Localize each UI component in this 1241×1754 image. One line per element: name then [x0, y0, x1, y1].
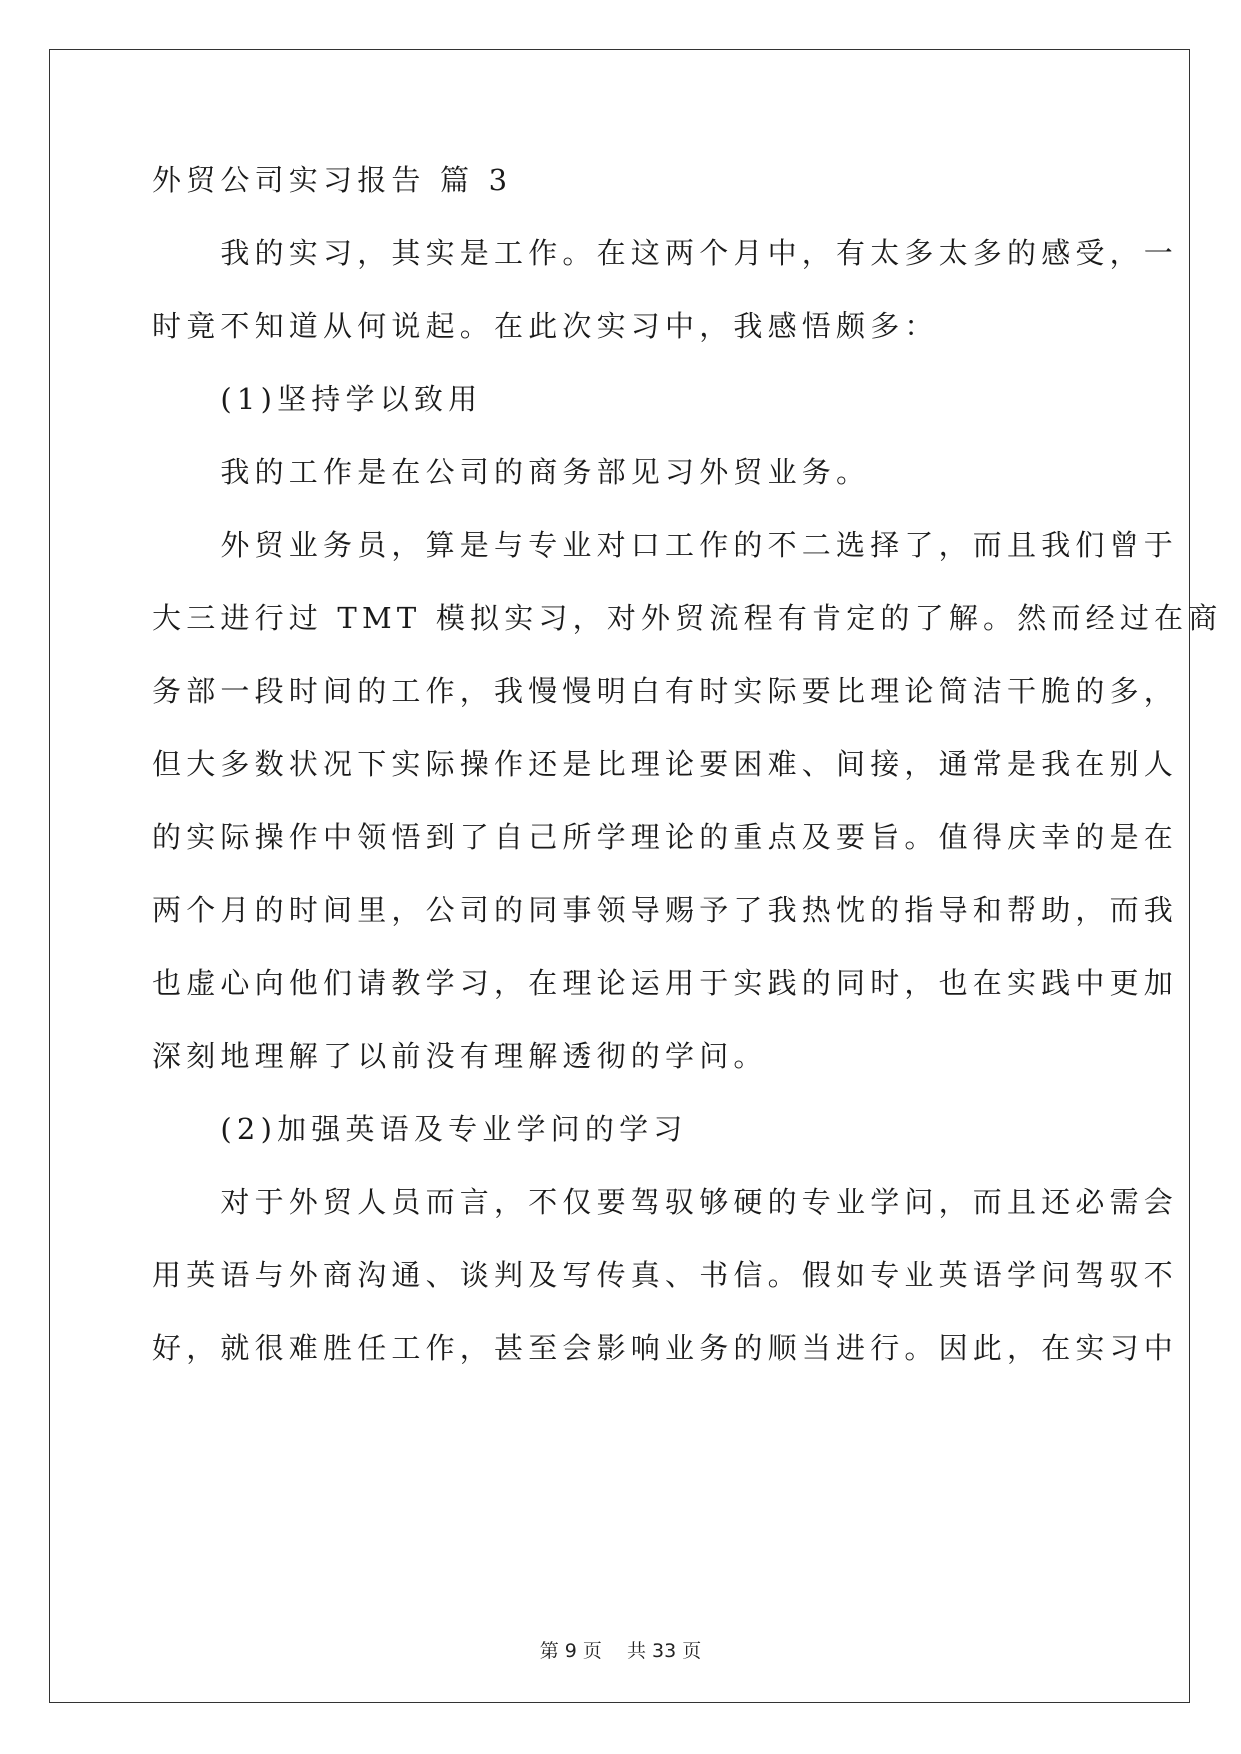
paragraph-line: 用英语与外商沟通、谈判及写传真、书信。假如专业英语学问驾驭不 [152, 1258, 1179, 1292]
paragraph-line: 我的工作是在公司的商务部见习外贸业务。 [152, 455, 871, 489]
paragraph-line: 但大多数状况下实际操作还是比理论要困难、间接，通常是我在别人 [152, 747, 1179, 781]
paragraph-line: 务部一段时间的工作，我慢慢明白有时实际要比理论简洁干脆的多， [152, 674, 1179, 708]
paragraph-line: 时竟不知道从何说起。在此次实习中，我感悟颇多： [152, 309, 939, 343]
paragraph-line: 也虚心向他们请教学习，在理论运用于实践的同时，也在实践中更加 [152, 966, 1179, 1000]
paragraph-line: 大三进行过 TMT 模拟实习，对外贸流程有肯定的了解。然而经过在商 [152, 601, 1223, 635]
paragraph-line: 对于外贸人员而言，不仅要驾驭够硬的专业学问，而且还必需会 [152, 1185, 1179, 1219]
paragraph-line: 我的实习，其实是工作。在这两个月中，有太多太多的感受，一 [152, 236, 1179, 270]
paragraph-line: 两个月的时间里，公司的同事领导赐予了我热忱的指导和帮助，而我 [152, 893, 1179, 927]
paragraph-line: 的实际操作中领悟到了自己所学理论的重点及要旨。值得庆幸的是在 [152, 820, 1179, 854]
document-body [152, 162, 1223, 1367]
paragraph-line: 外贸业务员，算是与专业对口工作的不二选择了，而且我们曾于 [152, 528, 1179, 562]
paragraph-line: 深刻地理解了以前没有理解透彻的学问。 [152, 1039, 768, 1073]
section-heading: (2)加强英语及专业学问的学习 [152, 1112, 688, 1146]
section-heading: (1)坚持学以致用 [152, 382, 483, 416]
paragraph-line: 好，就很难胜任工作，甚至会影响业务的顺当进行。因此，在实习中 [152, 1331, 1179, 1365]
page-footer: 第 9 页 共 33 页 [539, 1640, 702, 1662]
document-heading: 外贸公司实习报告 篇 3 [152, 163, 513, 197]
